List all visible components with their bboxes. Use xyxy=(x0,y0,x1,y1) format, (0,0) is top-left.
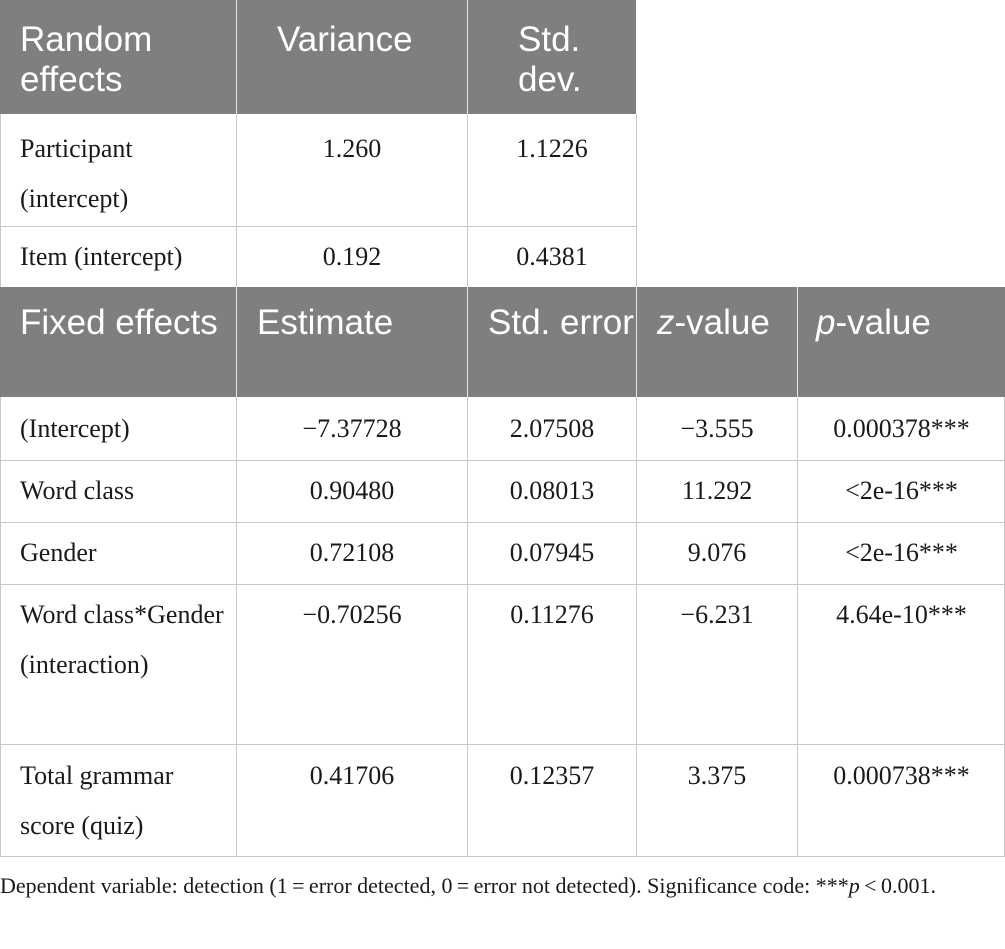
fixed-row-stderror: 0.11276 xyxy=(510,600,594,629)
grid-line xyxy=(0,226,636,227)
fixed-header-zvalue xyxy=(637,287,797,397)
random-row-label: Item (intercept) xyxy=(20,242,183,271)
header-divider xyxy=(236,287,237,397)
fixed-header-stderror: Std. error xyxy=(468,287,636,397)
grid-line xyxy=(0,522,1005,523)
grid-line xyxy=(467,397,468,857)
grid-line xyxy=(797,397,798,857)
grid-line xyxy=(236,114,237,287)
header-divider xyxy=(797,287,798,397)
fixed-header-estimate: Estimate xyxy=(237,287,467,397)
fixed-row-label: Word class*Gender (interaction) xyxy=(20,600,224,679)
grid-line xyxy=(236,397,237,857)
random-row-stddev: 0.4381 xyxy=(516,242,588,271)
header-divider xyxy=(467,0,468,114)
footnote-end: < 0.001. xyxy=(859,873,936,898)
fixed-row-stderror: 0.07945 xyxy=(509,538,595,567)
fixed-row-zvalue: 11.292 xyxy=(681,476,753,505)
p-rest: -value xyxy=(835,303,931,342)
grid-line xyxy=(0,460,1005,461)
random-header-variance: Variance xyxy=(237,0,467,114)
grid-line xyxy=(0,584,1005,585)
fixed-row-stderror: 2.07508 xyxy=(509,414,595,443)
random-row-stddev: 1.1226 xyxy=(516,134,588,163)
fixed-header-effects: Fixed effects xyxy=(0,287,236,397)
fixed-row-pvalue: 0.000378*** xyxy=(833,414,970,443)
table-footnote xyxy=(0,870,1000,902)
fixed-row-zvalue: 9.076 xyxy=(687,538,747,567)
fixed-row-zvalue: −6.231 xyxy=(680,600,754,629)
random-row-label: Participant (intercept) xyxy=(20,134,133,213)
grid-line xyxy=(636,397,637,857)
fixed-row-pvalue: <2e-16*** xyxy=(845,538,958,567)
fixed-row-zvalue: −3.555 xyxy=(680,414,754,443)
fixed-row-label: Total grammar score (quiz) xyxy=(20,761,174,840)
random-header-effects: Random effects xyxy=(0,0,236,114)
header-divider xyxy=(236,0,237,114)
footnote-p: p xyxy=(848,873,860,898)
z-italic: z xyxy=(657,303,675,342)
fixed-row-estimate: 0.90480 xyxy=(309,476,395,505)
random-header-stddev: Std. dev. xyxy=(468,0,636,114)
fixed-row-stderror: 0.12357 xyxy=(509,761,595,790)
z-rest: -value xyxy=(674,303,770,342)
fixed-row-estimate: 0.41706 xyxy=(309,761,395,790)
fixed-row-stderror: 0.08013 xyxy=(509,476,595,505)
fixed-row-pvalue: 0.000738*** xyxy=(833,761,970,790)
fixed-row-estimate: −0.70256 xyxy=(302,600,402,629)
random-row-variance: 1.260 xyxy=(322,134,382,163)
grid-line xyxy=(0,856,1005,857)
p-italic: p xyxy=(816,303,836,342)
header-divider xyxy=(636,287,637,397)
grid-line xyxy=(467,114,468,287)
fixed-row-label: Word class xyxy=(20,476,135,505)
fixed-row-pvalue: <2e-16*** xyxy=(845,476,958,505)
fixed-row-estimate: −7.37728 xyxy=(302,414,402,443)
fixed-row-pvalue: 4.64e-10*** xyxy=(836,600,967,629)
grid-line xyxy=(636,114,637,287)
fixed-row-label: Gender xyxy=(20,538,97,567)
grid-line xyxy=(0,744,1005,745)
grid-line xyxy=(0,397,1,857)
fixed-row-estimate: 0.72108 xyxy=(309,538,395,567)
fixed-row-zvalue: 3.375 xyxy=(687,761,747,790)
header-divider xyxy=(467,287,468,397)
random-row-variance: 0.192 xyxy=(322,242,382,271)
fixed-row-label: (Intercept) xyxy=(20,414,130,443)
footnote-text: Dependent variable: detection (1 = error detected, 0 = error not detected). Significance code: *** xyxy=(0,873,849,898)
grid-line xyxy=(0,114,1,287)
fixed-header-pvalue xyxy=(798,287,1005,397)
